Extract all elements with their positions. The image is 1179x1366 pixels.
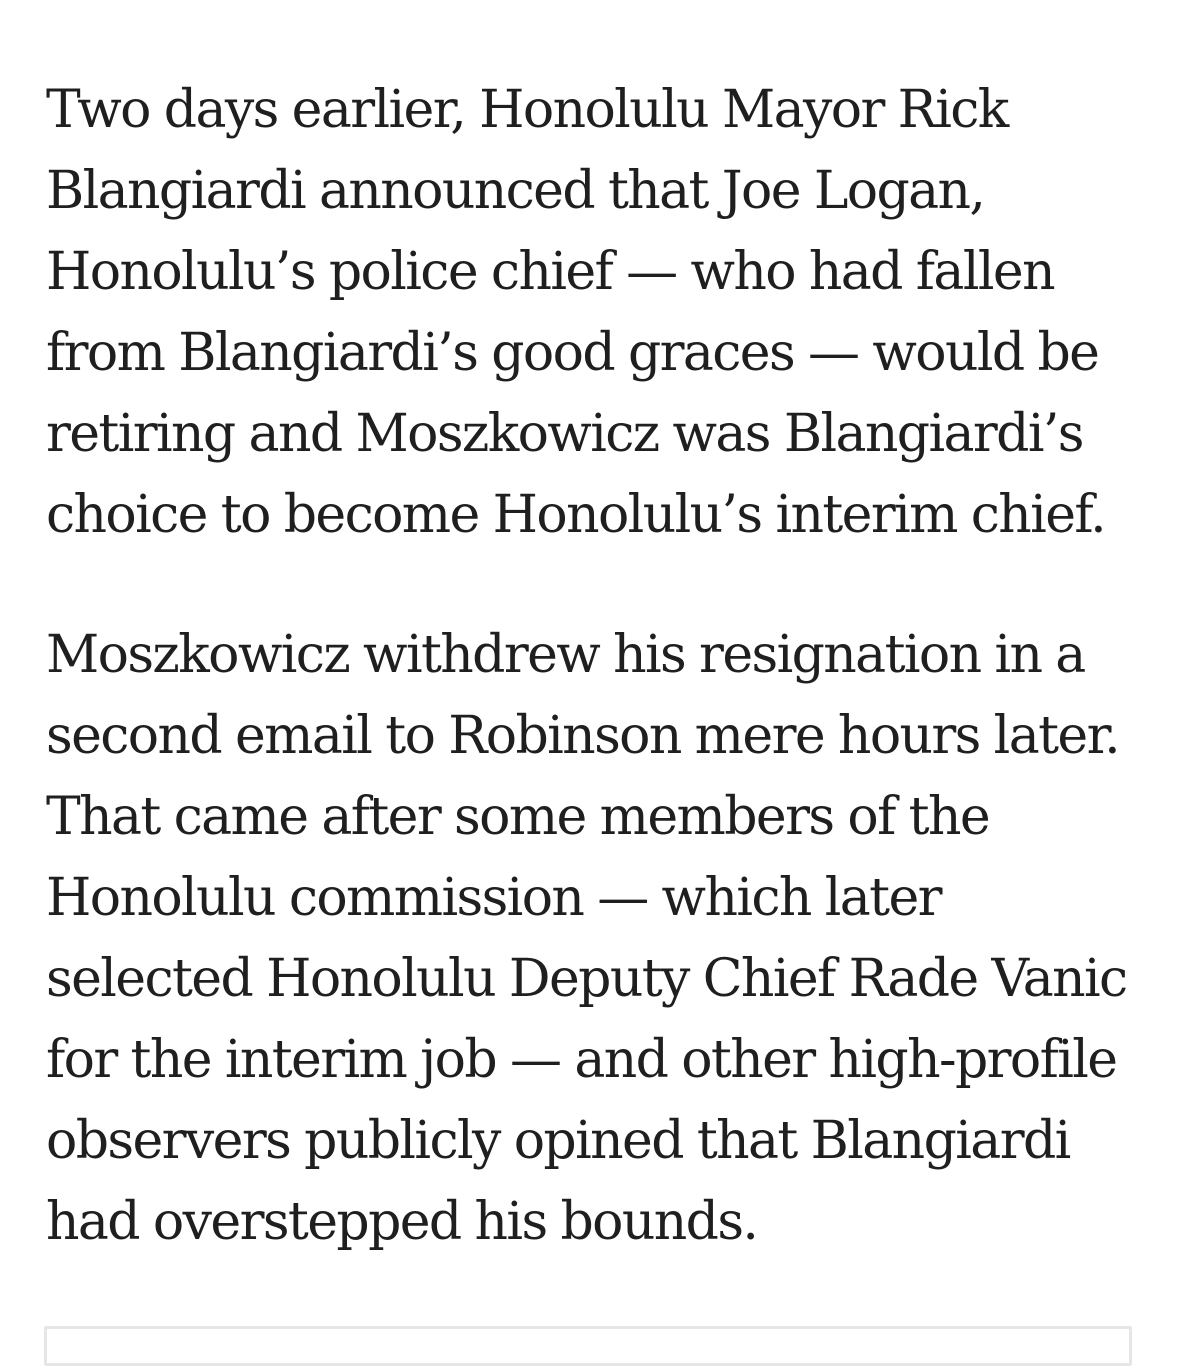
paragraph-line: from Blangiardi’s good graces — would be — [46, 323, 1099, 383]
article-paragraph — [46, 615, 1156, 1263]
paragraph-line: had overstepped his bounds. — [46, 1192, 758, 1252]
paragraph-line: Honolulu’s police chief — who had fallen — [46, 242, 1054, 302]
embedded-content-box — [44, 1326, 1132, 1366]
paragraph-line: second email to Robinson mere hours later. — [46, 706, 1120, 766]
paragraph-line: observers publicly opined that Blangiardi — [46, 1111, 1070, 1171]
paragraph-line: choice to become Honolulu’s interim chief. — [46, 485, 1106, 545]
article-paragraph — [46, 70, 1156, 556]
paragraph-line: for the interim job — and other high-profile — [46, 1030, 1117, 1090]
paragraph-line: selected Honolulu Deputy Chief Rade Vanic — [46, 949, 1127, 1009]
article-body — [46, 70, 1156, 1263]
paragraph-line: Blangiardi announced that Joe Logan, — [46, 161, 985, 221]
paragraph-line: Two days earlier, Honolulu Mayor Rick — [46, 80, 1008, 140]
paragraph-line: Honolulu commission — which later — [46, 868, 941, 928]
paragraph-line: retiring and Moszkowicz was Blangiardi’s — [46, 404, 1083, 464]
paragraph-line: Moszkowicz withdrew his resignation in a — [46, 625, 1085, 685]
paragraph-line: That came after some members of the — [46, 787, 990, 847]
